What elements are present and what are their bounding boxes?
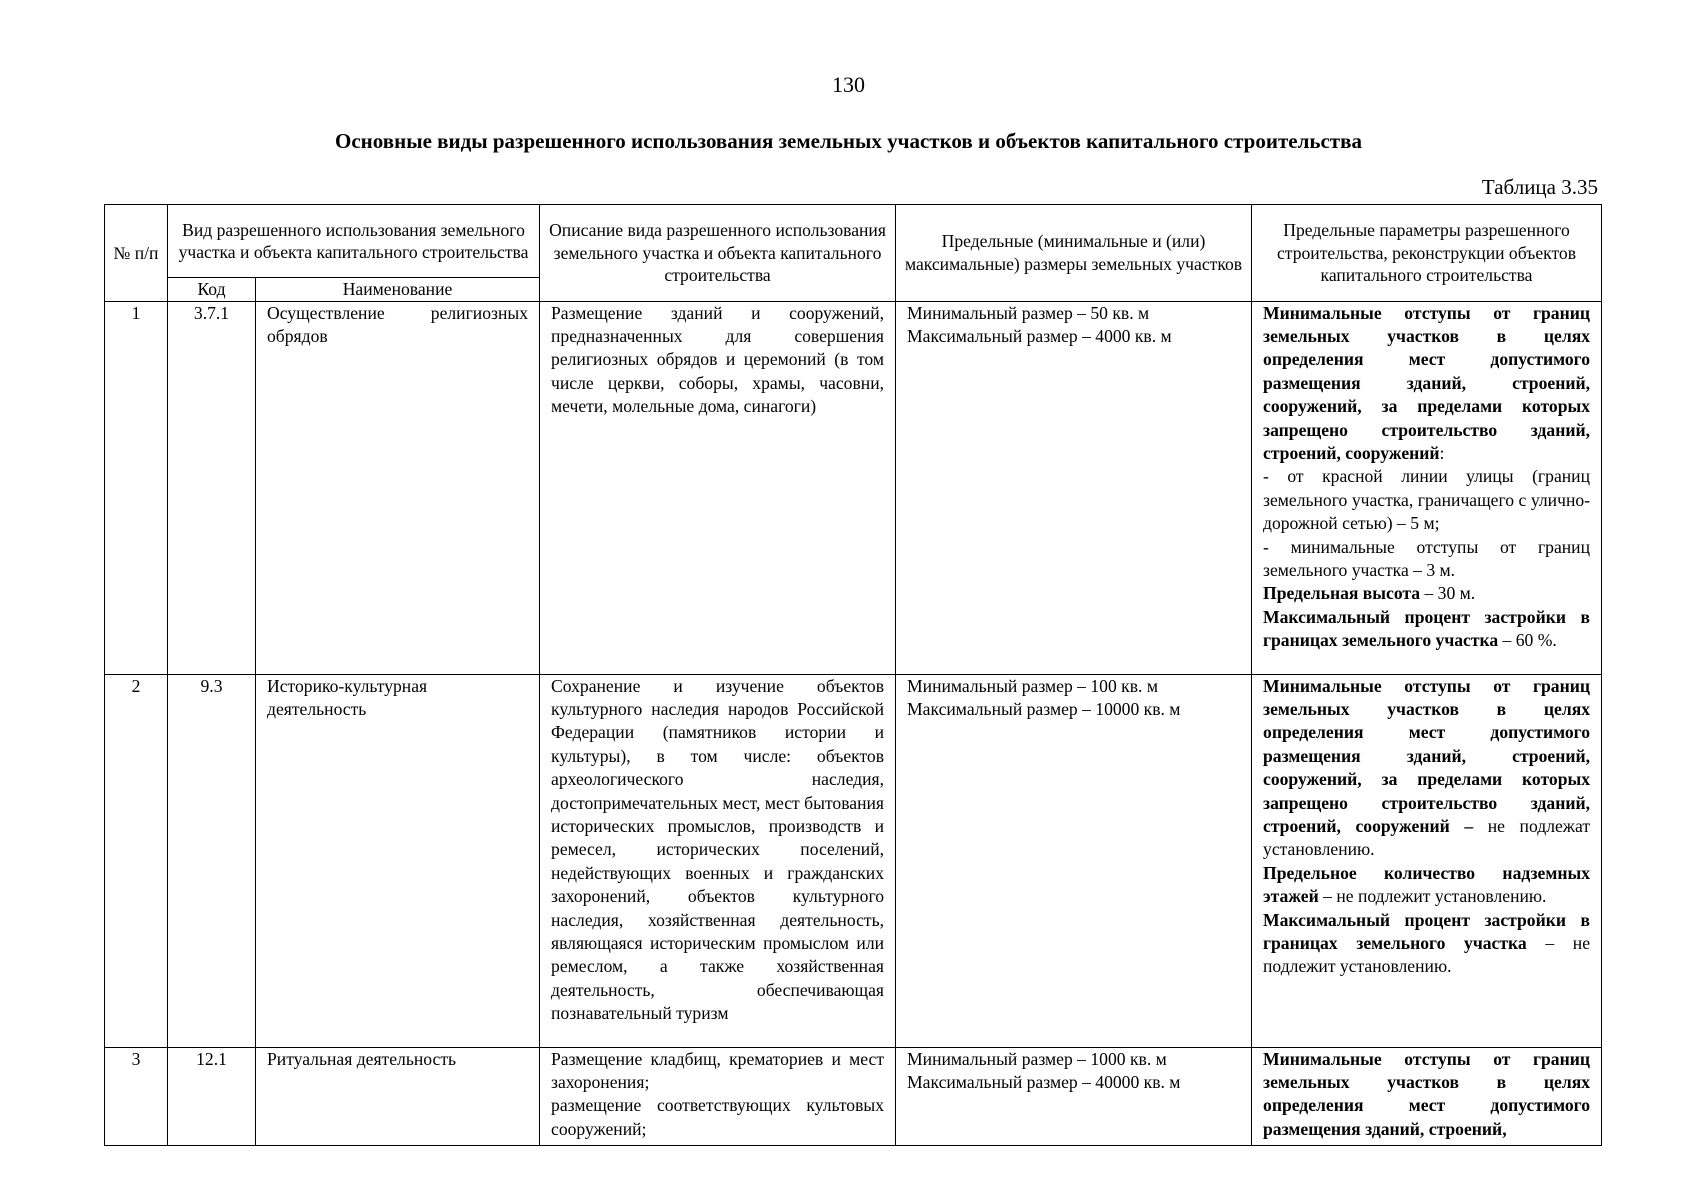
zoning-table	[104, 204, 1602, 1146]
table-row	[105, 674, 1602, 1047]
params-text: – 60 %.	[1498, 630, 1557, 651]
params-bold-text: Предельное количество надземных этажей	[1263, 862, 1591, 907]
header-params: Предельные параметры разрешенного строительства, реконструкции объектов капитального строительства	[1252, 205, 1602, 302]
params-bold-text: Максимальный процент застройки в границах земельного участка	[1263, 606, 1591, 651]
table-header	[105, 205, 1602, 302]
size-min: Минимальный размер – 100 кв. м	[907, 675, 1158, 696]
params-bold-text: Максимальный процент застройки в границах земельного участка	[1263, 909, 1591, 953]
row-sizes	[896, 1047, 1252, 1145]
params-text: не подлежат установлению.	[1263, 815, 1591, 860]
description-text: размещение соответствующих культовых сооружений;	[551, 1095, 885, 1139]
params-text: :	[1439, 442, 1445, 463]
header-description: Описание вида разрешенного использования земельного участка и объекта капитального строительства	[540, 205, 896, 302]
row-params	[1252, 301, 1602, 674]
params-bold-text: Минимальные отступы от границ земельных участков в целях определения мест допустимого размещения зданий, строений, сооружений, за пределами которых запрещено строительство зданий, строений, сооружений	[1263, 302, 1591, 463]
row-params	[1252, 1047, 1602, 1145]
params-text: – не подлежит установлению.	[1263, 932, 1591, 977]
row-description: Размещение зданий и сооружений, предназначенных для совершения религиозных обрядов и церемоний (в том числе церкви, соборы, храмы, часовни, мечети, молельные дома, синагоги)	[540, 301, 896, 674]
row-number: 3	[105, 1047, 168, 1145]
header-name: Наименование	[256, 278, 540, 302]
params-bold-text: Минимальные отступы от границ земельных участков в целях определения мест допустимого размещения зданий, строений, сооружений, за пределами которых запрещено строительство зданий, строений, сооружений –	[1263, 675, 1591, 836]
row-params	[1252, 674, 1602, 1047]
row-name: Историко-культурная деятельность	[256, 674, 540, 1047]
row-sizes	[896, 301, 1252, 674]
row-name: Осуществление религиозных обрядов	[256, 301, 540, 674]
document-title: Основные виды разрешенного использования земельных участков и объектов капитального строительства	[335, 129, 1362, 153]
row-description	[540, 1047, 896, 1145]
size-min: Минимальный размер – 1000 кв. м	[907, 1048, 1167, 1069]
params-bold-text: Минимальные отступы от границ земельных участков в целях определения мест допустимого размещения зданий, строений,	[1263, 1048, 1591, 1139]
header-sizes: Предельные (минимальные и (или) максимальные) размеры земельных участков	[896, 205, 1252, 302]
row-code: 12.1	[168, 1047, 256, 1145]
row-code: 3.7.1	[168, 301, 256, 674]
size-min: Минимальный размер – 50 кв. м	[907, 302, 1150, 323]
row-number: 1	[105, 301, 168, 674]
size-max: Максимальный размер – 4000 кв. м	[907, 325, 1172, 346]
table-row	[105, 1047, 1602, 1145]
row-description: Сохранение и изучение объектов культурного наследия народов Российской Федерации (памятников истории и культуры), в том числе: объектов археологического наследия, достопримечательных мест, мест бытования исторических промыслов, производств и ремесел, исторических поселений, недействующих военных и гражданских захоронений, объектов культурного наследия, хозяйственная деятельность, являющаяся историческим промыслом или ремеслом, а также хозяйственная деятельность, обеспечивающая познавательный туризм	[540, 674, 896, 1047]
row-number: 2	[105, 674, 168, 1047]
table-label: Таблица 3.35	[1481, 175, 1598, 199]
params-bold-text: Предельная высота	[1263, 583, 1421, 604]
size-max: Максимальный размер – 40000 кв. м	[907, 1071, 1181, 1092]
row-name: Ритуальная деятельность	[256, 1047, 540, 1145]
header-kind-group: Вид разрешенного использования земельного участка и объекта капитального строительства	[168, 205, 540, 278]
params-text: – 30 м.	[1420, 583, 1476, 604]
header-number: № п/п	[105, 205, 168, 302]
row-sizes	[896, 674, 1252, 1047]
description-text: Размещение кладбищ, крематориев и мест захоронения;	[551, 1048, 885, 1092]
params-text: – не подлежит установлению.	[1318, 886, 1547, 907]
params-text: - от красной линии улицы (границ земельного участка, граничащего с улично-дорожной сетью) – 5 м;	[1263, 466, 1591, 534]
header-code: Код	[168, 278, 256, 302]
row-code: 9.3	[168, 674, 256, 1047]
page-number: 130	[832, 72, 865, 97]
table-row	[105, 301, 1602, 674]
params-text: - минимальные отступы от границ земельного участка – 3 м.	[1263, 536, 1591, 580]
size-max: Максимальный размер – 10000 кв. м	[907, 698, 1181, 719]
